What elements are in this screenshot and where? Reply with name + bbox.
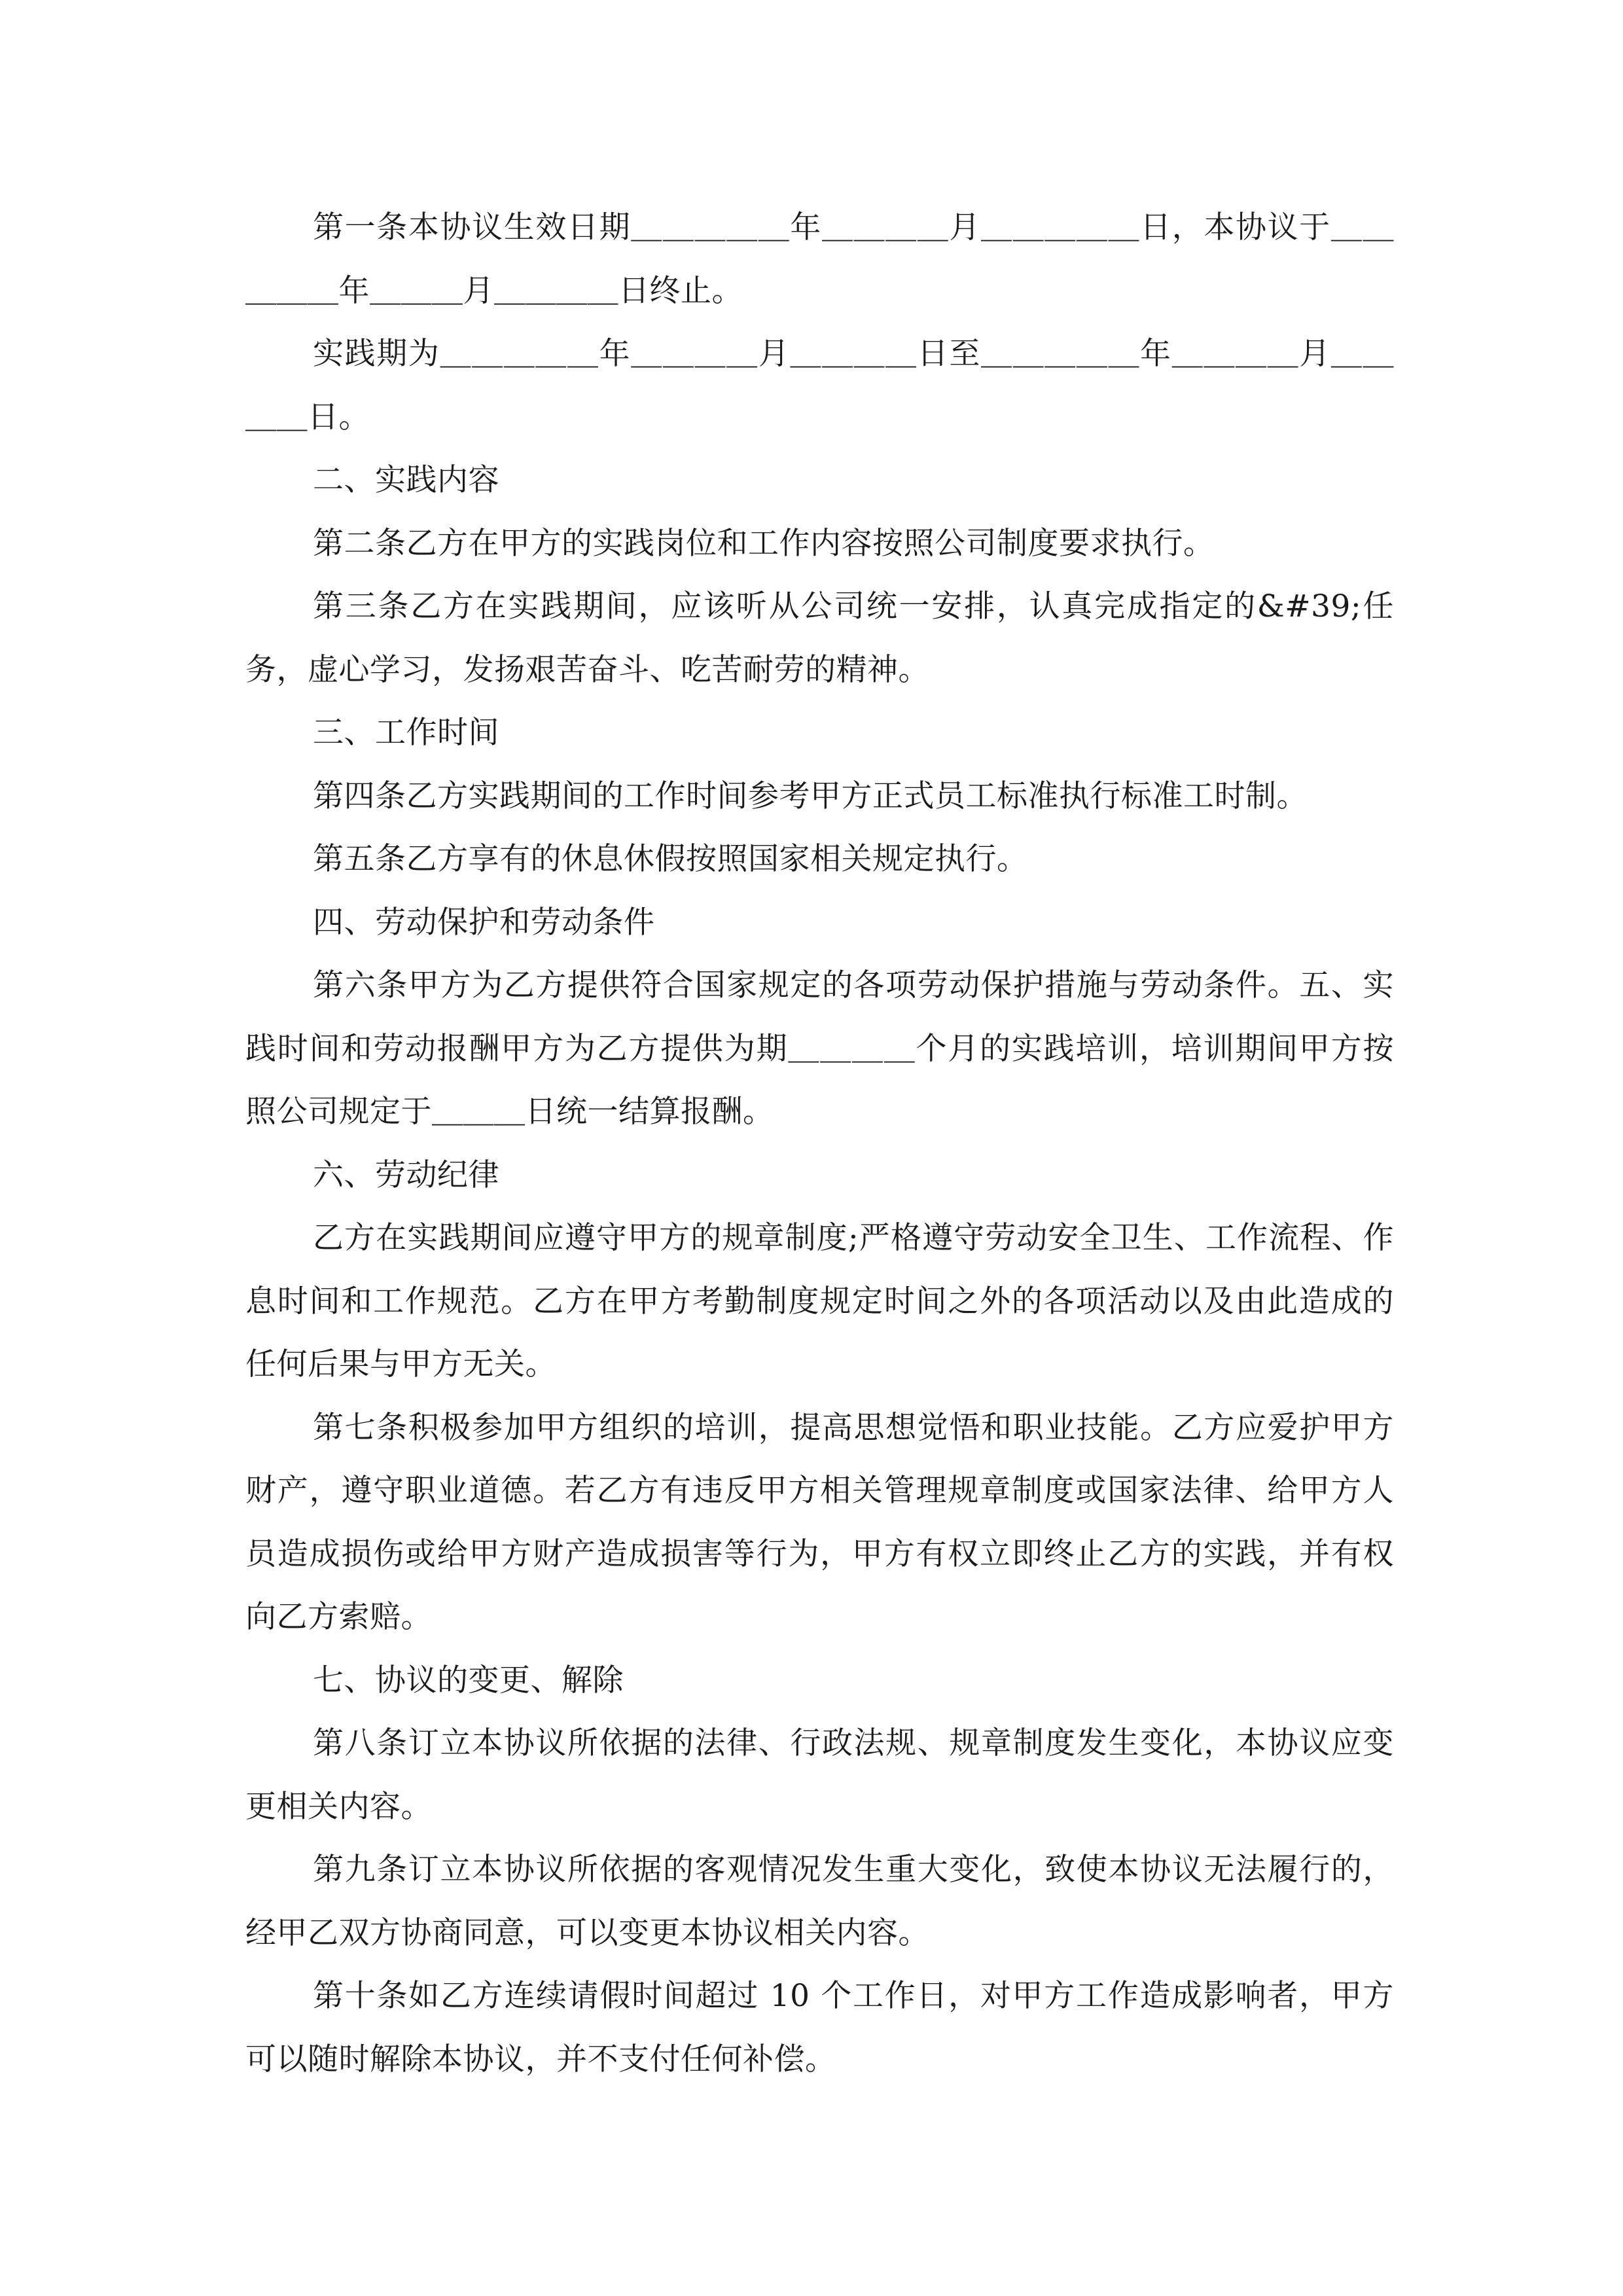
clause-8: 第八条订立本协议所依据的法律、行政法规、规章制度发生变化，本协议应变更相关内容。: [245, 1725, 1394, 1825]
section-heading-practice-content: 二、实践内容: [313, 462, 499, 498]
section-heading-work-time: 三、工作时间: [313, 715, 499, 751]
section-heading-agreement-change: 七、协议的变更、解除: [313, 1662, 624, 1698]
clause-7: 第七条积极参加甲方组织的培训，提高思想觉悟和职业技能。乙方应爱护甲方财产，遵守职业道德。若乙方有违反甲方相关管理规章制度或国家法律、给甲方人员造成损伤或给甲方财产造成损害等行为，甲方有权立即终止乙方的实践，并有权向乙方索赔。: [245, 1409, 1394, 1635]
clause-1-effective-date: 第一条本协议生效日期＿＿＿＿＿年＿＿＿＿月＿＿＿＿＿日，本协议于＿＿＿＿＿年＿＿＿月＿＿＿＿日终止。: [245, 209, 1394, 309]
discipline-paragraph: 乙方在实践期间应遵守甲方的规章制度;严格遵守劳动安全卫生、工作流程、作息时间和工作规范。乙方在甲方考勤制度规定时间之外的各项活动以及由此造成的任何后果与甲方无关。: [245, 1220, 1394, 1382]
document-body: [245, 196, 1394, 2091]
section-heading-labor-discipline: 六、劳动纪律: [313, 1157, 499, 1193]
clause-4: 第四条乙方实践期间的工作时间参考甲方正式员工标准执行标准工时制。: [313, 778, 1308, 814]
clause-6: 第六条甲方为乙方提供符合国家规定的各项劳动保护措施与劳动条件。五、实践时间和劳动报酬甲方为乙方提供为期＿＿＿＿个月的实践培训，培训期间甲方按照公司规定于＿＿＿日统一结算报酬。: [245, 967, 1394, 1130]
clause-2: 第二条乙方在甲方的实践岗位和工作内容按照公司制度要求执行。: [313, 525, 1215, 562]
clause-3: 第三条乙方在实践期间，应该听从公司统一安排，认真完成指定的&#39;任务，虚心学习，发扬艰苦奋斗、吃苦耐劳的精神。: [245, 588, 1394, 688]
section-heading-labor-protection: 四、劳动保护和劳动条件: [313, 904, 655, 941]
practice-period: 实践期为＿＿＿＿＿年＿＿＿＿月＿＿＿＿日至＿＿＿＿＿年＿＿＿＿月＿＿＿＿日。: [245, 336, 1394, 435]
clause-5: 第五条乙方享有的休息休假按照国家相关规定执行。: [313, 841, 1028, 877]
clause-10: 第十条如乙方连续请假时间超过 10 个工作日，对甲方工作造成影响者，甲方可以随时解除本协议，并不支付任何补偿。: [245, 1978, 1394, 2077]
clause-9: 第九条订立本协议所依据的客观情况发生重大变化，致使本协议无法履行的，经甲乙双方协商同意，可以变更本协议相关内容。: [245, 1852, 1394, 1951]
